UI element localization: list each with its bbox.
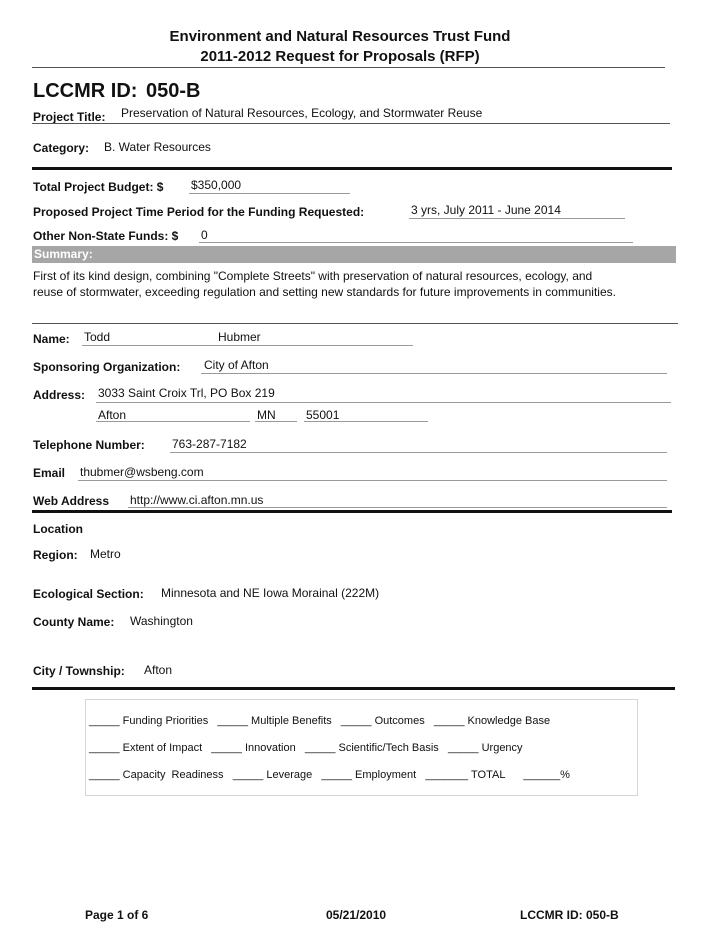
non-state-funds-value: 0	[201, 228, 208, 242]
address-label: Address:	[33, 388, 86, 402]
category-value: B. Water Resources	[104, 140, 211, 154]
first-name-value: Todd	[84, 330, 111, 344]
section-divider-thick	[32, 687, 675, 690]
header-subtitle: 2011-2012 Request for Proposals (RFP)	[200, 48, 480, 65]
footer-lccmr-id: LCCMR ID: 050-B	[520, 908, 619, 922]
sponsoring-org-value: City of Afton	[204, 358, 269, 372]
web-address-value: http://www.ci.afton.mn.us	[130, 493, 264, 507]
sponsoring-org-label: Sponsoring Organization:	[33, 360, 181, 374]
time-period-label: Proposed Project Time Period for the Funding Requested:	[33, 205, 365, 219]
zip-underline	[304, 421, 428, 422]
last-name-value: Hubmer	[218, 330, 261, 344]
telephone-label: Telephone Number:	[33, 438, 145, 452]
email-label: Email	[33, 466, 66, 480]
section-divider	[32, 123, 670, 124]
budget-label: Total Project Budget: $	[33, 180, 164, 194]
time-period-value: 3 yrs, July 2011 - June 2014	[411, 203, 561, 217]
header-divider	[32, 67, 665, 68]
email-underline	[78, 480, 667, 481]
header-title: Environment and Natural Resources Trust Fund	[169, 28, 511, 45]
summary-text-line2: reuse of stormwater, exceeding regulation and setting new standards for future improvements in communities.	[33, 285, 616, 299]
telephone-value: 763-287-7182	[172, 437, 247, 451]
footer-date: 05/21/2010	[326, 908, 387, 922]
footer-page-number: Page 1 of 6	[85, 908, 149, 922]
section-divider	[32, 323, 678, 324]
web-address-underline	[128, 507, 667, 508]
project-title-label: Project Title:	[33, 110, 106, 124]
county-name-label: County Name:	[33, 615, 115, 629]
lccmr-id-label: LCCMR ID:	[33, 80, 138, 102]
name-underline	[82, 345, 413, 346]
state-underline	[255, 421, 297, 422]
city-township-label: City / Township:	[33, 664, 125, 678]
city-value: Afton	[98, 408, 127, 422]
section-divider-thick	[32, 510, 672, 513]
scoring-row-2: _____ Extent of Impact _____ Innovation _____ Scientific/Tech Basis _____ Urgency	[89, 742, 523, 754]
ecological-section-label: Ecological Section:	[33, 587, 144, 601]
summary-text-line1: First of its kind design, combining "Complete Streets" with preservation of natural resources, ecology, and	[33, 269, 593, 283]
non-state-funds-underline	[199, 242, 633, 243]
city-underline	[96, 421, 250, 422]
lccmr-id-value: 050-B	[146, 80, 201, 102]
time-period-underline	[409, 218, 625, 219]
project-title-value: Preservation of Natural Resources, Ecology, and Stormwater Reuse	[121, 106, 483, 120]
state-value: MN	[257, 408, 276, 422]
region-label: Region:	[33, 548, 78, 562]
summary-heading: Summary:	[32, 246, 676, 263]
scoring-row-1: _____ Funding Priorities _____ Multiple Benefits _____ Outcomes _____ Knowledge Base	[89, 715, 551, 727]
sponsoring-org-underline	[201, 373, 667, 374]
non-state-funds-label: Other Non-State Funds: $	[33, 229, 179, 243]
telephone-underline	[170, 452, 667, 453]
zip-value: 55001	[306, 408, 340, 422]
category-label: Category:	[33, 141, 90, 155]
budget-underline	[189, 193, 350, 194]
email-value: thubmer@wsbeng.com	[80, 465, 204, 479]
name-label: Name:	[33, 332, 70, 346]
web-address-label: Web Address	[33, 494, 110, 508]
ecological-section-value: Minnesota and NE Iowa Morainal (222M)	[161, 586, 380, 600]
street-underline	[96, 402, 671, 403]
location-heading: Location	[33, 522, 83, 536]
scoring-row-3: _____ Capacity Readiness _____ Leverage _____ Employment _______ TOTAL ______%	[89, 769, 570, 781]
section-divider-thick	[32, 167, 672, 170]
region-value: Metro	[90, 547, 121, 561]
street-value: 3033 Saint Croix Trl, PO Box 219	[98, 386, 275, 400]
budget-value: $350,000	[191, 178, 242, 192]
county-name-value: Washington	[130, 614, 193, 628]
city-township-value: Afton	[144, 663, 173, 677]
